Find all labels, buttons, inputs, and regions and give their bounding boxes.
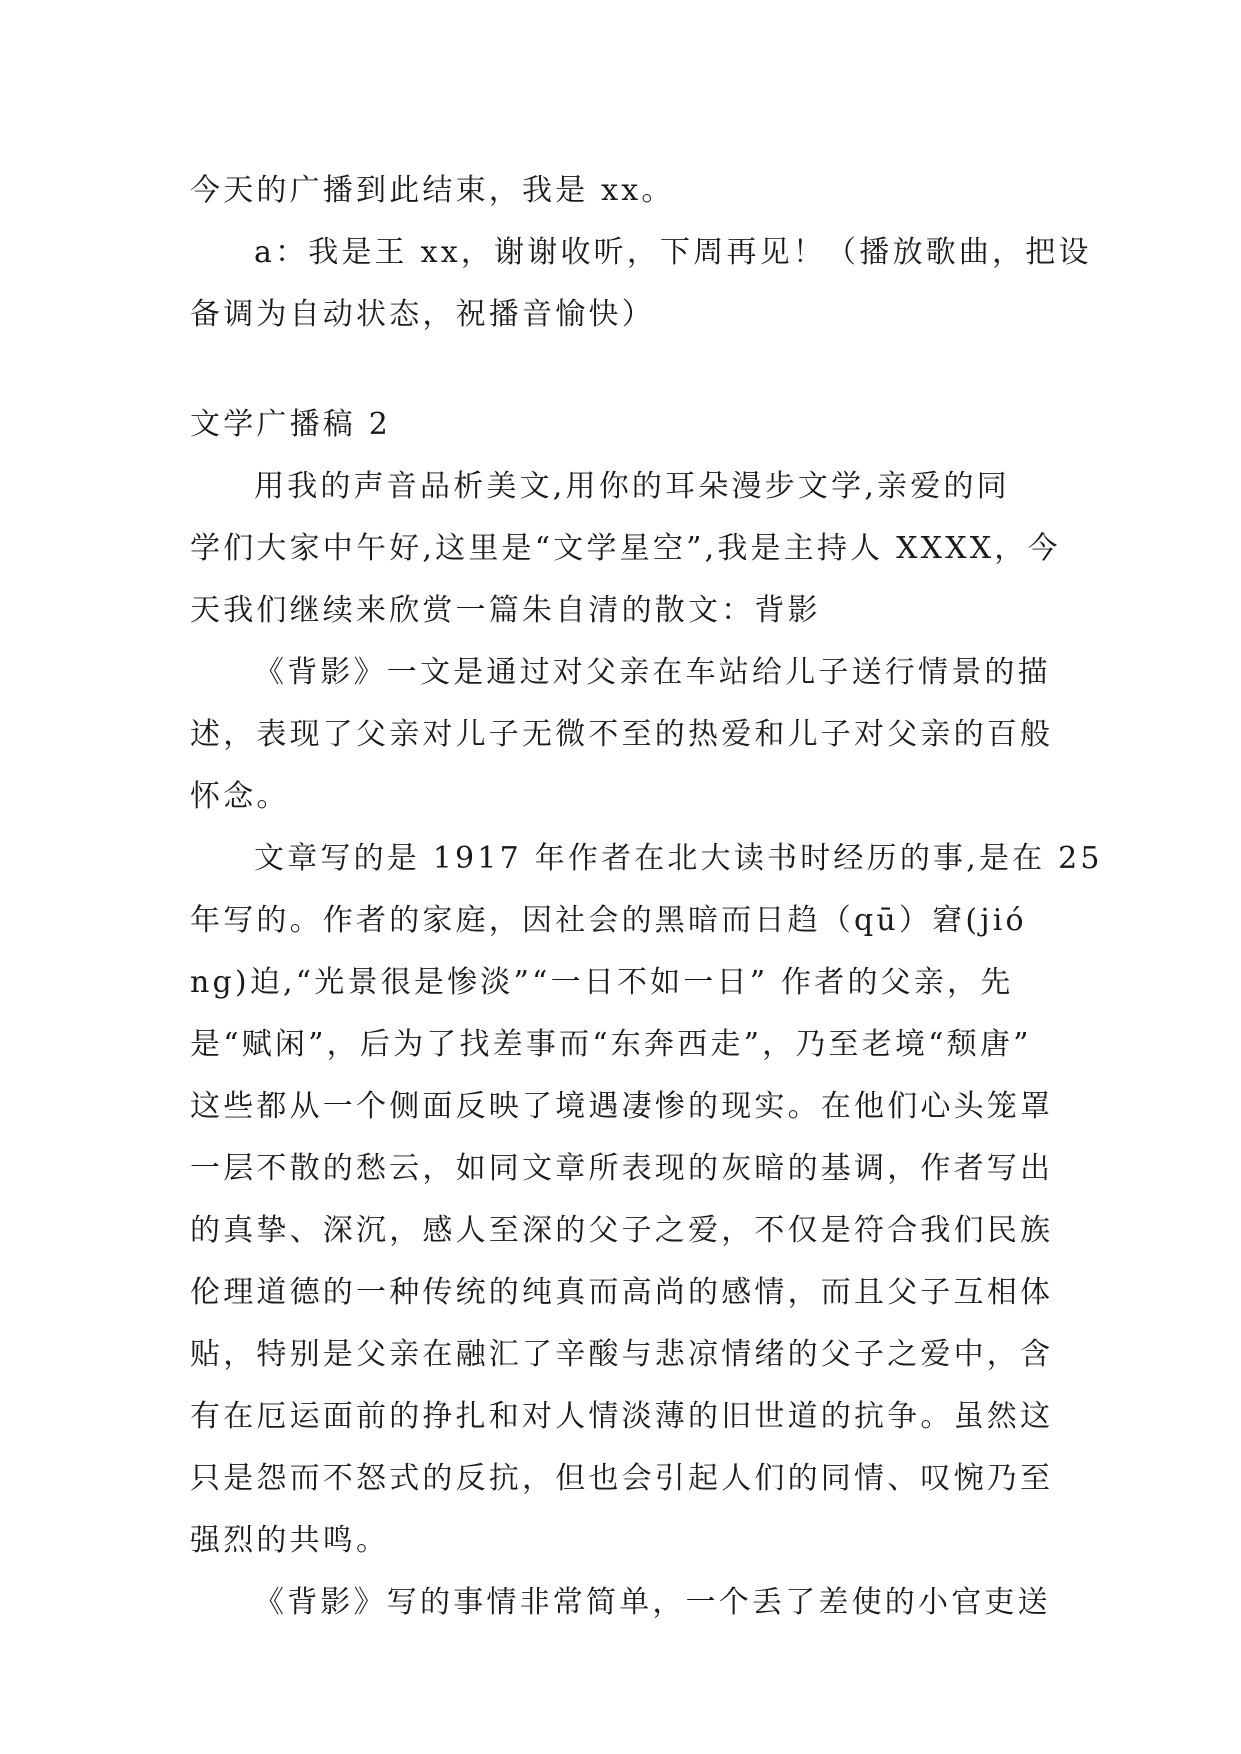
- paragraph: [190, 828, 1103, 1572]
- document-page: [190, 160, 1103, 1634]
- text-line: 是“赋闲”，后为了找差事而“东奔西走”，乃至老境“颓唐”: [190, 1027, 1032, 1062]
- text-line: 《背影》写的事情非常简单，一个丢了差使的小官吏送: [254, 1585, 1051, 1620]
- text-line: 一层不散的愁云，如同文章所表现的灰暗的基调，作者写出: [190, 1151, 1054, 1186]
- text-line: 贴，特别是父亲在融汇了辛酸与悲凉情绪的父子之爱中，含: [190, 1337, 1054, 1372]
- text-line: 这些都从一个侧面反映了境遇凄惨的现实。在他们心头笼罩: [190, 1089, 1054, 1124]
- text-line: 天我们继续来欣赏一篇朱自清的散文：背影: [190, 593, 821, 628]
- text-line: 年写的。作者的家庭，因社会的黑暗而日趋（qū）窘(jió: [190, 903, 1027, 938]
- section-gap: [190, 346, 1060, 394]
- text-line: 用我的声音品析美文,用你的耳朵漫步文学,亲爱的同: [254, 469, 1010, 504]
- text-line: a：我是王 xx，谢谢收听，下周再见！（播放歌曲，把设: [254, 235, 1092, 270]
- text-line: 怀念。: [190, 779, 290, 814]
- text-line: 《背影》一文是通过对父亲在车站给儿子送行情景的描: [254, 655, 1051, 690]
- text-line: 今天的广播到此结束，我是 xx。: [190, 173, 675, 208]
- text-line: 只是怨而不怒式的反抗，但也会引起人们的同情、叹惋乃至: [190, 1461, 1054, 1496]
- text-line: 强烈的共鸣。: [190, 1523, 390, 1558]
- text-line: 文章写的是 1917 年作者在北大读书时经历的事,是在 25: [254, 841, 1103, 876]
- text-line: ng)迫,“光景很是惨淡”“一日不如一日” 作者的父亲，先: [190, 965, 1014, 1000]
- text-line: 学们大家中午好,这里是“文学星空”,我是主持人 XXXX，今: [190, 531, 1061, 566]
- text-line: 伦理道德的一种传统的纯真而高尚的感情，而且父子互相体: [190, 1275, 1054, 1310]
- paragraph: [190, 1572, 1060, 1634]
- text-line: 的真挚、深沉，感人至深的父子之爱，不仅是符合我们民族: [190, 1213, 1054, 1248]
- text-line: 述，表现了父亲对儿子无微不至的热爱和儿子对父亲的百般: [190, 717, 1054, 752]
- text-line: 备调为自动状态，祝播音愉快）: [190, 297, 655, 332]
- section-title: 文学广播稿 2: [190, 407, 392, 442]
- paragraph: [190, 642, 1060, 828]
- text-line: 有在厄运面前的挣扎和对人情淡薄的旧世道的抗争。虽然这: [190, 1399, 1054, 1434]
- paragraph: [190, 456, 1060, 642]
